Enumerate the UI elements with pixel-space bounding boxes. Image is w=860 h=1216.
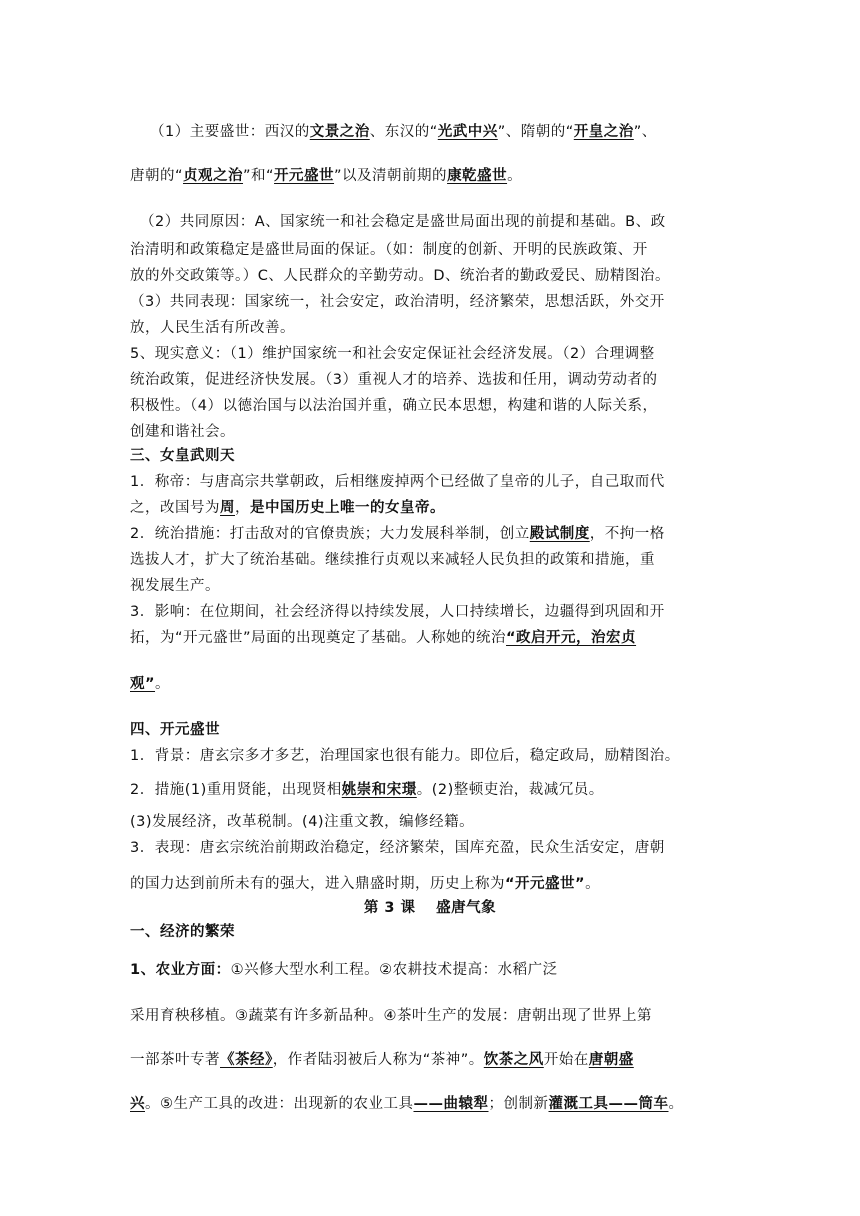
text-line: 治清明和政策稳定是盛世局面的保证。（如：制度的创新、开明的民族政策、开 xyxy=(130,242,648,258)
text-line: 一部茶叶专著《茶经》，作者陆羽被后人称为“茶神”。饮茶之风开始在唐朝盛 xyxy=(130,1052,634,1068)
text-line: 唐朝的“贞观之治”和“开元盛世”以及清朝前期的康乾盛世。 xyxy=(130,168,523,184)
section-heading: 一、经济的繁荣 xyxy=(130,924,235,940)
text-line: （1）主要盛世：西汉的文景之治、东汉的“光武中兴”、隋朝的“开皇之治”、 xyxy=(150,124,657,140)
text-line: 统治政策，促进经济快发展。（3）重视人才的培养、选拔和任用，调动劳动者的 xyxy=(130,372,658,388)
text-line: 积极性。（4）以德治国与以法治国并重，确立民本思想，构建和谐的人际关系， xyxy=(130,398,658,414)
text-line: 2．措施(1)重用贤能，出现贤相姚崇和宋璟。(2)整顿吏治，裁减冗员。 xyxy=(130,782,604,798)
text-line: 拓，为“开元盛世”局面的出现奠定了基础。人称她的统治“政启开元，治宏贞 xyxy=(130,630,637,646)
text-line: 放，人民生活有所改善。 xyxy=(130,320,295,336)
text-line: 之，改国号为周，是中国历史上唯一的女皇帝。 xyxy=(130,500,445,516)
text-line: （2）共同原因：A、国家统一和社会稳定是盛世局面出现的前提和基础。B、政 xyxy=(140,214,666,230)
text-line: 兴。⑤生产工具的改进：出现新的农业工具——曲辕犁；创制新灌溉工具——筒车。 xyxy=(130,1096,684,1112)
text-line: 3．影响：在位期间，社会经济得以持续发展，人口持续增长，边疆得到巩固和开 xyxy=(130,604,665,620)
section-heading: 三、女皇武则天 xyxy=(130,448,235,464)
text-line: 5、现实意义：（1）维护国家统一和社会安定保证社会经济发展。（2）合理调整 xyxy=(130,346,655,362)
text-line: 1、农业方面：①兴修大型水利工程。②农耕技术提高：水稻广泛 xyxy=(130,962,558,978)
text-line: 1．背景：唐玄宗多才多艺，治理国家也很有能力。即位后，稳定政局，励精图治。 xyxy=(130,748,680,764)
text-line: 观”。 xyxy=(130,676,171,692)
text-line: 创建和谐社会。 xyxy=(130,424,235,440)
section-heading: 四、开元盛世 xyxy=(130,722,220,738)
text-line: 1．称帝：与唐高宗共掌朝政，后相继废掉两个已经做了皇帝的儿子，自己取而代 xyxy=(130,474,665,490)
text-line: 的国力达到前所未有的强大，进入鼎盛时期，历史上称为“开元盛世”。 xyxy=(130,876,601,892)
text-line: 选拔人才，扩大了统治基础。继续推行贞观以来减轻人民负担的政策和措施，重 xyxy=(130,552,655,568)
text-line: (3)发展经济，改革税制。(4)注重文教，编修经籍。 xyxy=(130,814,475,830)
lesson-title: 第 3 课 盛唐气象 xyxy=(363,900,497,916)
text-line: 2．统治措施：打击敌对的官僚贵族；大力发展科举制，创立殿试制度，不拘一格 xyxy=(130,526,665,542)
text-line: 放的外交政策等。）C、人民群众的辛勤劳动。D、统治者的勤政爱民、励精图治。 xyxy=(130,268,671,284)
text-line: （3）共同表现：国家统一，社会安定，政治清明，经济繁荣，思想活跃，外交开 xyxy=(130,294,665,310)
text-line: 采用育秧移植。③蔬菜有许多新品种。④茶叶生产的发展：唐朝出现了世界上第 xyxy=(130,1008,652,1024)
text-line: 视发展生产。 xyxy=(130,578,220,594)
text-line: 3．表现：唐玄宗统治前期政治稳定，经济繁荣，国库充盈，民众生活安定，唐朝 xyxy=(130,840,665,856)
